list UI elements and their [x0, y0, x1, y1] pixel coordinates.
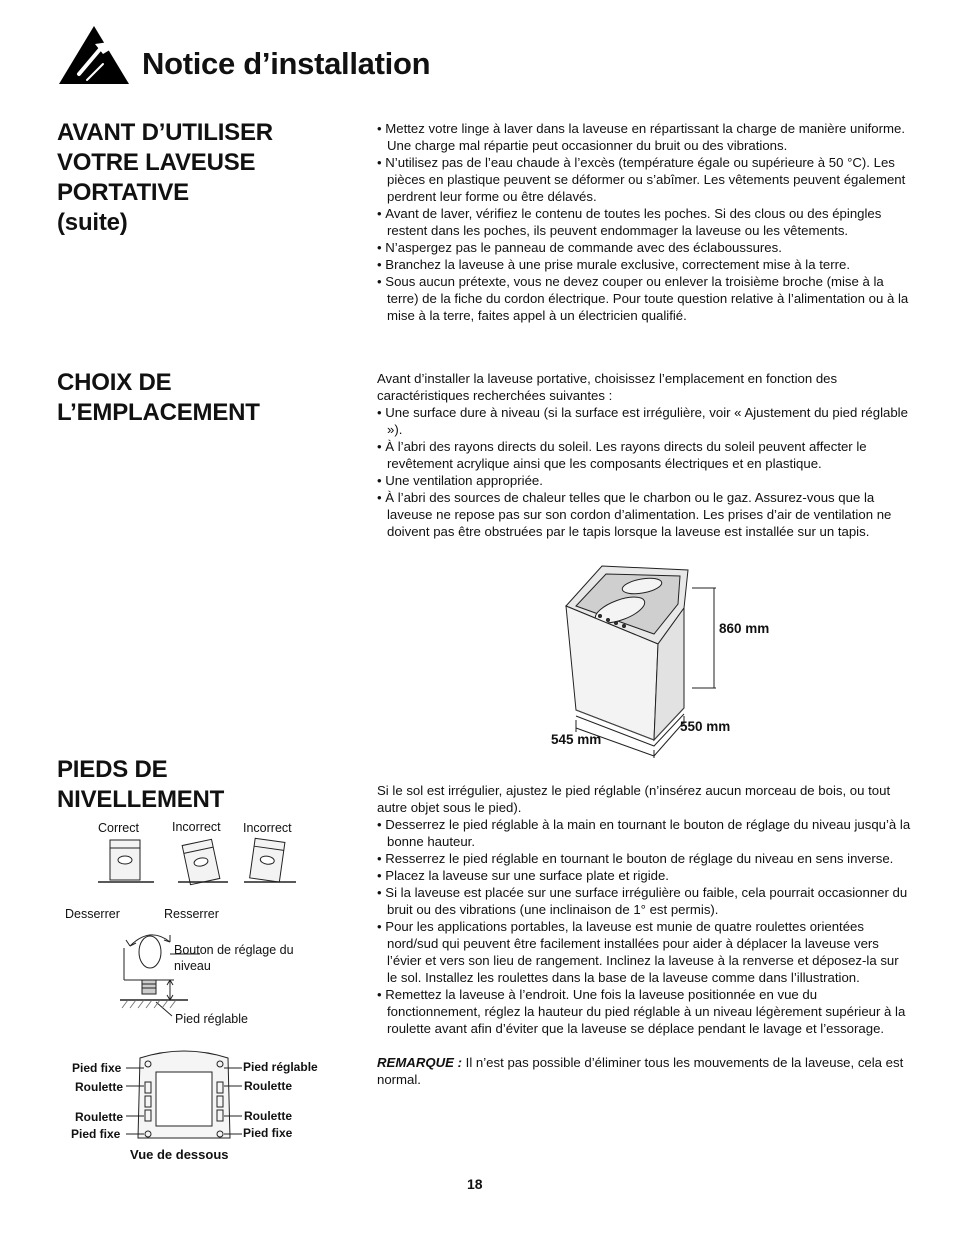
- title-line: NIVELLEMENT: [57, 786, 225, 813]
- title-line: CHOIX DE: [57, 369, 172, 396]
- list-item: • Une surface dure à niveau (si la surface est irrégulière, voir « Ajustement du pied réglable »).: [377, 404, 912, 438]
- bottom-right-label-2: Roulette: [244, 1079, 292, 1093]
- list-item: • À l’abri des sources de chaleur telles que le charbon ou le gaz. Assurez-vous que la laveuse ne repose pas sur son cordon d’alimentation. Les prises d’air de ventilation ne doivent pas être obstruées par le tapis lorsque la laveuse est installée sur un tapis.: [377, 489, 912, 540]
- before-use-body: [377, 120, 912, 324]
- remark: [377, 1054, 912, 1088]
- list-item: • Si la laveuse est placée sur une surface irrégulière ou faible, cela pourrait occasionner du bruit ou des vibrations (une inclinaison de 1° est permis).: [377, 884, 912, 918]
- list-item: • Sous aucun prétexte, vous ne devez couper ou enlever la troisième broche (mise à la terre) de la fiche du cordon électrique. Pour toute question relative à l’alimentation ou à la mise à la terre, faites appel à un électricien qualifié.: [377, 273, 912, 324]
- list-item: • À l’abri des rayons directs du soleil. Les rayons directs du soleil peuvent affecter le revêtement acrylique ainsi que les composants électriques et en plastique.: [377, 438, 912, 472]
- bottom-left-label-1: Pied fixe: [72, 1061, 122, 1075]
- tilt-illustrations: [96, 836, 302, 888]
- list-item: • Resserrez le pied réglable en tournant le bouton de réglage du niveau en sens inverse.: [377, 850, 912, 867]
- list-item: • Pour les applications portables, la laveuse est munie de quatre roulettes orientées nord/sud qui peuvent être facilement installées pour aider à déplacer la laveuse vers l’évier et vers son lieu de rangement. Inclinez la laveuse à la renverse et déposez-la sur le sol. Installez les roulettes dans la base de la laveuse comme dans l’illustration.: [377, 918, 912, 986]
- tilt-label-correct: Correct: [98, 821, 139, 835]
- bottom-left-label-4: Pied fixe: [71, 1127, 121, 1141]
- dimension-depth: 550 mm: [680, 719, 731, 734]
- list-item: • N’utilisez pas de l’eau chaude à l’excès (température égale ou supérieure à 50 °C). Les pièces en plastique peuvent se déformer ou s’abîmer. Les vêtements peuvent également perdrent leur forme ou être délavés.: [377, 154, 912, 205]
- title-line: L’EMPLACEMENT: [57, 399, 260, 426]
- bottom-left-label-2: Roulette: [75, 1080, 123, 1094]
- location-list: [377, 404, 912, 540]
- remark-text: Il n’est pas possible d’éliminer tous les mouvements de la laveuse, cela est normal.: [377, 1055, 904, 1087]
- label-tighten: Resserrer: [164, 907, 219, 921]
- title-line: AVANT D’UTILISER: [57, 119, 273, 146]
- leveling-body: [377, 782, 912, 1088]
- label-loosen: Desserrer: [65, 907, 120, 921]
- bottom-view-caption: Vue de dessous: [130, 1147, 229, 1162]
- page-header: [57, 20, 897, 90]
- tilt-label-incorrect-1: Incorrect: [172, 820, 221, 834]
- leveling-list: [377, 816, 912, 1037]
- title-line: PIEDS DE: [57, 756, 168, 783]
- bottom-view-illustration: [126, 1048, 242, 1146]
- list-item: • Avant de laver, vérifiez le contenu de toutes les poches. Si des clous ou des épingles restent dans les poches, ils peuvent endommager la laveuse ou les vêtements.: [377, 205, 912, 239]
- title-line: (suite): [57, 209, 128, 236]
- dimension-width: 545 mm: [551, 732, 602, 747]
- location-intro: Avant d’installer la laveuse portative, choisissez l’emplacement en fonction des caractéristiques recherchées suivantes :: [377, 371, 838, 403]
- leveling-intro: Si le sol est irrégulier, ajustez le pied réglable (n’insérez aucun morceau de bois, ou tout autre objet sous le pied).: [377, 783, 891, 815]
- list-item: • Desserrez le pied réglable à la main en tournant le bouton de réglage du niveau jusqu’à la bonne hauteur.: [377, 816, 912, 850]
- title-line: PORTATIVE: [57, 179, 189, 206]
- bottom-right-label-3: Roulette: [244, 1109, 292, 1123]
- label-knob: Bouton de réglage du niveau: [174, 943, 294, 973]
- leveling-knob-illustration: [110, 918, 270, 1018]
- warning-hammer-icon: [57, 24, 131, 86]
- before-use-list: [377, 120, 912, 324]
- list-item: • Branchez la laveuse à une prise murale exclusive, correctement mise à la terre.: [377, 256, 912, 273]
- list-item: • Placez la laveuse sur une surface plate et rigide.: [377, 867, 912, 884]
- list-item: • N’aspergez pas le panneau de commande avec des éclaboussures.: [377, 239, 912, 256]
- title-line: VOTRE LAVEUSE: [57, 149, 256, 176]
- list-item: • Mettez votre linge à laver dans la laveuse en répartissant la charge de manière uniforme. Une charge mal répartie peut occasionner du bruit ou des vibrations.: [377, 120, 912, 154]
- tilt-label-incorrect-2: Incorrect: [243, 821, 292, 835]
- page-number: 18: [467, 1176, 483, 1192]
- section-title-leveling: [57, 755, 224, 815]
- list-item: • Une ventilation appropriée.: [377, 472, 912, 489]
- bottom-right-label-1: Pied réglable: [243, 1060, 318, 1074]
- dimension-height: 860 mm: [719, 621, 770, 636]
- label-adjustable-foot: Pied réglable: [175, 1012, 248, 1026]
- remark-label: REMARQUE :: [377, 1055, 462, 1070]
- list-item: • Remettez la laveuse à l’endroit. Une fois la laveuse positionnée en vue du fonctionnement, réglez la hauteur du pied réglable à un niveau légèrement supérieur à la roulette avant afin d’éviter que la laveuse se déplace pendant le lavage et l’essorage.: [377, 986, 912, 1037]
- bottom-left-label-3: Roulette: [75, 1110, 123, 1124]
- section-title-before-use: [57, 118, 273, 238]
- section-title-location: [57, 368, 260, 428]
- location-body: [377, 370, 912, 540]
- page-title: Notice d’installation: [142, 46, 431, 81]
- bottom-right-label-4: Pied fixe: [243, 1126, 293, 1140]
